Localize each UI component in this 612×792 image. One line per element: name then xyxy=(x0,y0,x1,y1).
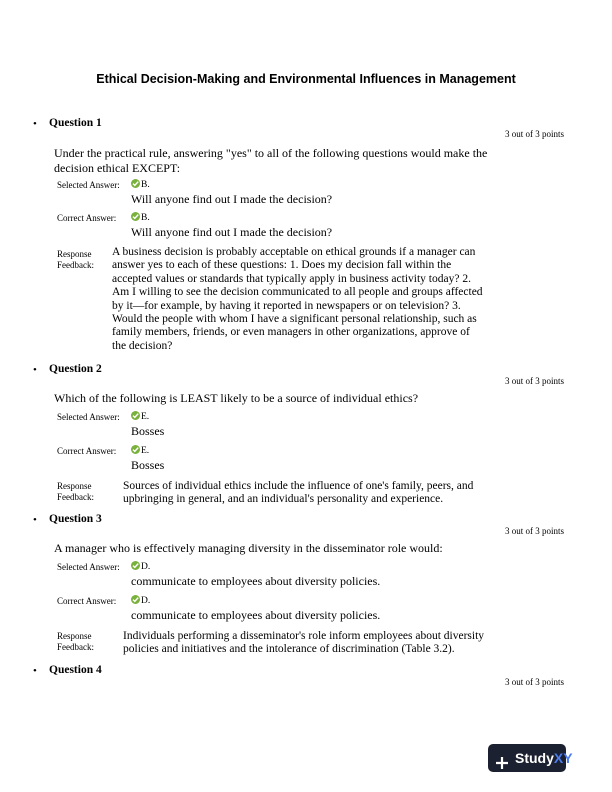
plus-icon xyxy=(495,751,509,779)
logo-wordmark: StudyXY xyxy=(515,750,573,766)
question-text: A manager who is effectively managing diversity in the disseminator role would: xyxy=(54,541,443,555)
bullet: • xyxy=(33,118,37,130)
question-text: Which of the following is LEAST likely to be a source of individual ethics? xyxy=(54,391,419,405)
question-heading: Question 1 xyxy=(49,117,102,129)
correct-check-icon xyxy=(131,179,140,188)
bullet: • xyxy=(33,364,37,376)
correct-check-icon xyxy=(131,445,140,454)
correct-answer-label: Correct Answer: xyxy=(57,446,117,456)
selected-answer-label: Selected Answer: xyxy=(57,412,120,422)
response-feedback-text: A business decision is probably acceptable on ethical grounds if a manager can answer yes to each of these questions: 1. Does my decision fall within the accepted values or standards that typically apply in business activity today? 2. Am I willing to see the decision communicated to all people and groups affected by it—for example, by having it reported in newspapers or on television? 3. Would the people with whom I have a significant personal relationship, such as family members, friends, or even managers in other organizations, approve of the decision? xyxy=(112,246,483,352)
response-label: Response xyxy=(57,249,92,259)
correct-answer-text: Will anyone find out I made the decision? xyxy=(131,225,333,239)
feedback-label: Feedback: xyxy=(57,642,94,652)
question-text: Under the practical rule, answering "yes" to all of the following questions would make the decision ethical EXCEPT: xyxy=(54,146,488,175)
selected-answer-letter: D. xyxy=(141,562,151,572)
feedback-label: Feedback: xyxy=(57,260,94,270)
question-heading: Question 4 xyxy=(49,664,102,676)
selected-answer-label: Selected Answer: xyxy=(57,180,120,190)
selected-answer-text: communicate to employees about diversity policies. xyxy=(131,574,381,588)
correct-answer-letter: E. xyxy=(141,446,150,456)
bullet: • xyxy=(33,665,37,677)
correct-check-icon xyxy=(131,561,140,570)
response-label: Response xyxy=(57,631,92,641)
response-feedback-text: Individuals performing a disseminator's role inform employees about diversity policies and initiatives and the intolerance of discrimination (Table 3.2). xyxy=(123,630,485,656)
points-score: 3 out of 3 points xyxy=(504,376,564,386)
points-score: 3 out of 3 points xyxy=(504,677,564,687)
feedback-label: Feedback: xyxy=(57,492,94,502)
selected-answer-text: Bosses xyxy=(131,424,165,438)
correct-answer-label: Correct Answer: xyxy=(57,596,117,606)
points-score: 3 out of 3 points xyxy=(504,526,564,536)
correct-answer-text: communicate to employees about diversity policies. xyxy=(131,608,381,622)
bullet: • xyxy=(33,514,37,526)
response-label: Response xyxy=(57,481,92,491)
question-heading: Question 3 xyxy=(49,513,102,525)
question-heading: Question 2 xyxy=(49,363,102,375)
response-feedback-text: Sources of individual ethics include the influence of one's family, peers, and upbringing in general, and an individual's personality and experience. xyxy=(123,480,474,506)
correct-answer-letter: B. xyxy=(141,213,150,223)
correct-check-icon xyxy=(131,411,140,420)
points-score: 3 out of 3 points xyxy=(504,129,564,139)
correct-answer-letter: D. xyxy=(141,596,151,606)
selected-answer-letter: B. xyxy=(141,180,150,190)
correct-check-icon xyxy=(131,595,140,604)
correct-check-icon xyxy=(131,212,140,221)
selected-answer-text: Will anyone find out I made the decision? xyxy=(131,192,333,206)
page-title: Ethical Decision-Making and Environmental Influences in Management xyxy=(96,72,516,86)
correct-answer-label: Correct Answer: xyxy=(57,213,117,223)
selected-answer-letter: E. xyxy=(141,412,150,422)
studyxy-logo xyxy=(488,744,573,772)
selected-answer-label: Selected Answer: xyxy=(57,562,120,572)
correct-answer-text: Bosses xyxy=(131,458,165,472)
